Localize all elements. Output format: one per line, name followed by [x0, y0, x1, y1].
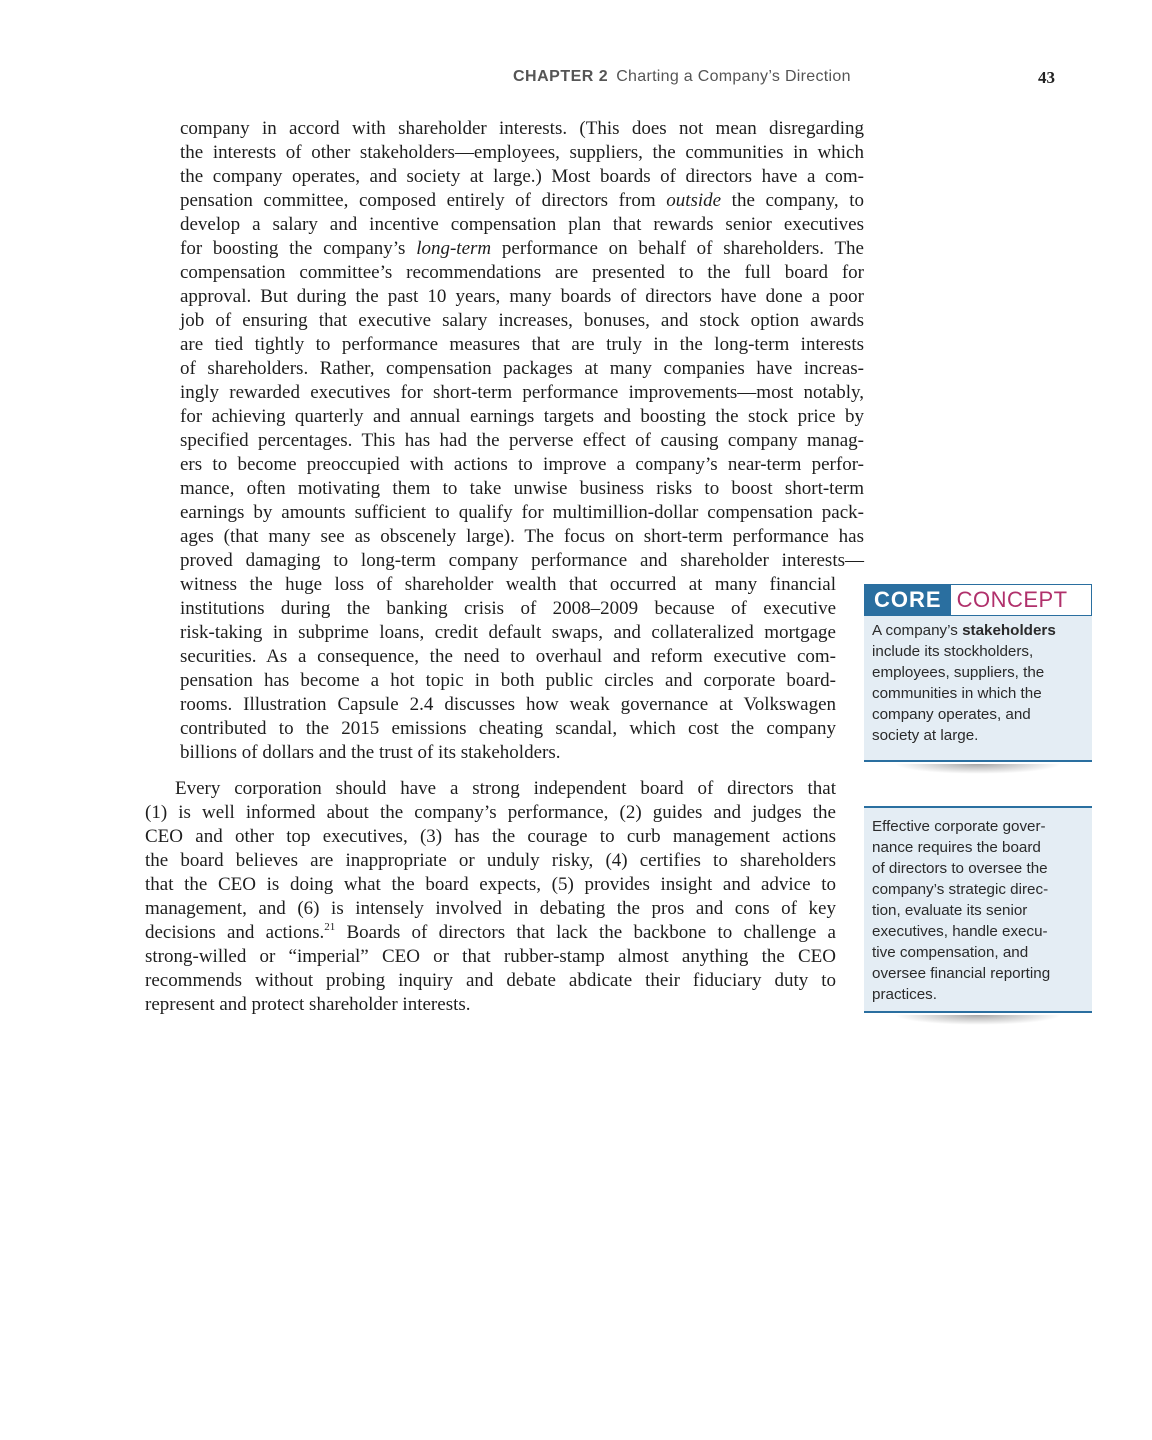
- text-line: specified percentages. This has had the perverse effect of causing company manag-: [180, 430, 864, 451]
- chapter-title: Charting a Company’s Direction: [616, 68, 851, 85]
- text-line: develop a salary and incentive compensation plan that rewards senior executives: [180, 214, 864, 235]
- text-line: Every corporation should have a strong independent board of directors that: [175, 778, 836, 799]
- text-line: the company operates, and society at large.) Most boards of directors have a com-: [180, 166, 864, 187]
- sidebar-line: executives, handle execu-: [872, 923, 1048, 940]
- text-line: ers to become preoccupied with actions to improve a company’s near-term perfor-: [180, 454, 864, 475]
- side-note-box: [864, 806, 1092, 1013]
- text-line: compensation committee’s recommendations are presented to the full board for: [180, 262, 864, 283]
- sidebar-line: nance requires the board: [872, 839, 1041, 856]
- text-line: earnings by amounts sufficient to qualify for multimillion-dollar compensation pack-: [180, 502, 864, 523]
- emphasis-outside: outside: [666, 190, 722, 211]
- sidebar-line: include its stockholders,: [872, 643, 1034, 660]
- running-header: [513, 68, 851, 86]
- sidebar-line: Effective corporate gover-: [872, 818, 1046, 835]
- text-line: contributed to the 2015 emissions cheating scandal, which cost the company: [180, 718, 836, 739]
- sidebar-line: A company’s stakeholders: [872, 622, 1056, 639]
- text-line: are tied tightly to performance measures that are truly in the long-term interests: [180, 334, 864, 355]
- chapter-label: CHAPTER 2: [513, 68, 609, 85]
- text-line: rooms. Illustration Capsule 2.4 discusses how weak governance at Volkswagen: [180, 694, 836, 715]
- emphasis-long-term: long-term: [416, 238, 492, 259]
- text-line: ages (that many see as obscenely large). The focus on short-term performance has: [180, 526, 864, 547]
- text-line: job of ensuring that executive salary increases, bonuses, and stock option awards: [180, 310, 864, 331]
- text-line: of shareholders. Rather, compensation packages at many companies have increas-: [180, 358, 864, 379]
- sidebar-line: tion, evaluate its senior: [872, 902, 1028, 919]
- text-line: strong-willed or “imperial” CEO or that rubber-stamp almost anything the CEO: [145, 946, 836, 967]
- text-line: recommends without probing inquiry and debate abdicate their fiduciary duty to: [145, 970, 836, 991]
- core-concept-box: [864, 616, 1092, 762]
- text-line: that the CEO is doing what the board expects, (5) provides insight and advice to: [145, 874, 836, 895]
- text-line: institutions during the banking crisis of 2008–2009 because of executive: [180, 598, 836, 619]
- sidebar-line: oversee financial reporting: [872, 965, 1051, 982]
- sidebar-shadow: [894, 1015, 1062, 1025]
- text-line: risk-taking in subprime loans, credit default swaps, and collateralized mortgage: [180, 622, 836, 643]
- text-line: for boosting the company’s long-term performance on behalf of shareholders. The: [180, 238, 864, 259]
- term-stakeholders: stakeholders: [962, 622, 1056, 639]
- sidebar-line: company operates, and: [872, 706, 1031, 723]
- text-line: management, and (6) is intensely involved in debating the pros and cons of key: [145, 898, 836, 919]
- text-line: CEO and other top executives, (3) has the courage to curb management actions: [145, 826, 836, 847]
- text-line: (1) is well informed about the company’s performance, (2) guides and judges the: [145, 802, 836, 823]
- sidebar-line: company’s strategic direc-: [872, 881, 1049, 898]
- text-line: for achieving quarterly and annual earnings targets and boosting the stock price by: [180, 406, 864, 427]
- sidebar-line: tive compensation, and: [872, 944, 1029, 961]
- core-concept-heading: [864, 584, 1092, 616]
- text-line: the board believes are inappropriate or unduly risky, (4) certifies to shareholders: [145, 850, 836, 871]
- text-line: the interests of other stakeholders—employees, suppliers, the communities in which: [180, 142, 864, 163]
- sidebar-shadow: [894, 764, 1062, 774]
- sidebar-line: communities in which the: [872, 685, 1042, 702]
- text-line: proved damaging to long-term company performance and shareholder interests—: [180, 550, 864, 571]
- text-line: pensation has become a hot topic in both public circles and corporate board-: [180, 670, 836, 691]
- sidebar-line: society at large.: [872, 727, 979, 744]
- text-line: pensation committee, composed entirely of directors from outside the company, to: [180, 190, 864, 211]
- text-line: decisions and actions.$^{21}$ Boards of directors that lack the backbone to challenge a: [145, 921, 836, 943]
- body-paragraph-1: [180, 117, 864, 573]
- core-label: CORE: [865, 585, 951, 615]
- sidebar-line: employees, suppliers, the: [872, 664, 1045, 681]
- text-line: witness the huge loss of shareholder wealth that occurred at many financial: [180, 574, 836, 595]
- body-paragraph-2: [145, 777, 836, 1017]
- text-line: securities. As a consequence, the need to overhaul and reform executive com-: [180, 646, 836, 667]
- text-line: mance, often motivating them to take unwise business risks to boost short-term: [180, 478, 864, 499]
- body-paragraph-1-continued: [180, 573, 836, 765]
- text-line: billions of dollars and the trust of its stakeholders.: [180, 742, 561, 763]
- page-number: 43: [1038, 68, 1055, 87]
- sidebar-line: practices.: [872, 986, 937, 1003]
- sidebar-line: of directors to oversee the: [872, 860, 1048, 877]
- text-line: represent and protect shareholder interests.: [145, 994, 471, 1015]
- text-line: company in accord with shareholder interests. (This does not mean disregarding: [180, 118, 864, 139]
- footnote-reference: 21: [324, 921, 336, 933]
- concept-label: CONCEPT: [956, 587, 1068, 612]
- text-line: approval. But during the past 10 years, many boards of directors have done a poor: [180, 286, 864, 307]
- text-line: ingly rewarded executives for short-term performance improvements—most notably,: [180, 382, 864, 403]
